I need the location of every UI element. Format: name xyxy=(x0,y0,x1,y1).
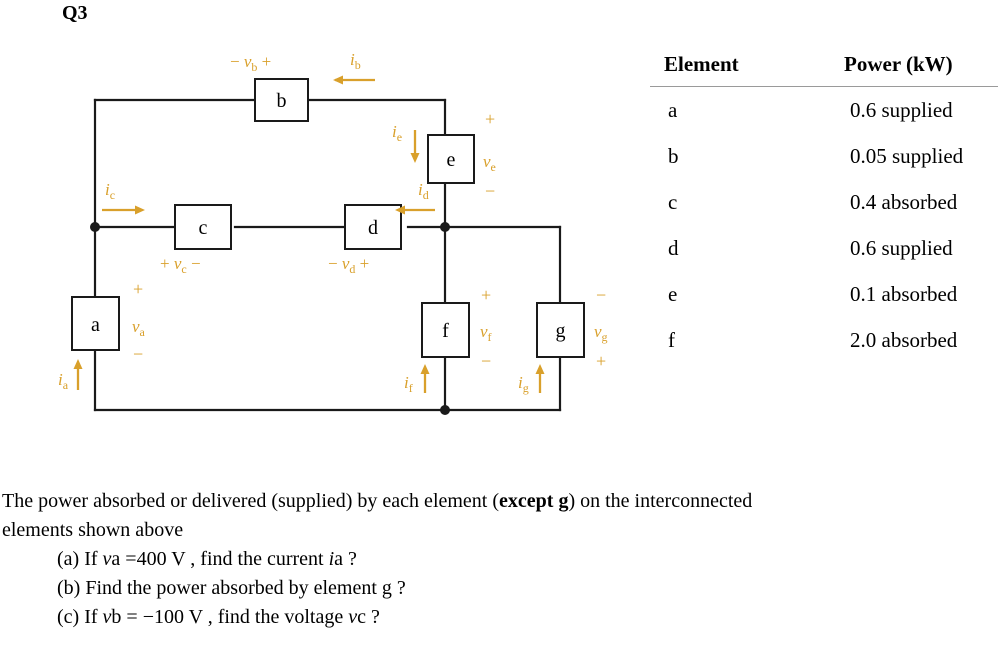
question-b: (b) Find the power absorbed by element g ? xyxy=(57,577,406,599)
annotation-ib: $i_b$ xyxy=(350,50,361,72)
question-text xyxy=(2,487,1002,632)
annotation-vc: + $v_c$ − xyxy=(160,254,201,276)
annotation-ve: $v_e$ xyxy=(483,152,496,174)
cell-power: 0.1 absorbed xyxy=(850,281,958,306)
table-row xyxy=(650,179,998,225)
cell-power: 0.6 supplied xyxy=(850,97,953,122)
annotation-vd: − $v_d$ + xyxy=(328,254,370,276)
intro-text-bold: except g xyxy=(499,490,569,512)
annotation-id: $i_d$ xyxy=(418,180,429,202)
cell-element: f xyxy=(668,327,675,352)
intro-text-1: The power absorbed or delivered (supplied) by each element ( xyxy=(2,490,500,512)
table-header-row xyxy=(650,52,998,87)
question-a xyxy=(2,545,1002,574)
column-header-power: Power (kW) xyxy=(844,52,953,76)
cell-element: c xyxy=(668,189,678,214)
cell-power: 0.6 supplied xyxy=(850,235,953,260)
question-a-part3: a ? xyxy=(334,548,357,570)
element-label-f: f xyxy=(442,320,449,342)
node-left xyxy=(90,222,100,232)
annotation-vf-plus: + xyxy=(481,285,492,305)
annotation-ia: $i_a$ xyxy=(58,370,69,392)
annotation-if: $i_f$ xyxy=(404,373,413,395)
table-row xyxy=(650,271,998,317)
cell-element: a xyxy=(668,97,678,122)
element-label-e: e xyxy=(446,149,456,171)
annotation-vb: − $v_b$ + xyxy=(230,52,272,74)
column-header-element: Element xyxy=(664,52,739,76)
annotation-ie: $i_e$ xyxy=(392,122,403,144)
annotation-ig: $i_g$ xyxy=(518,373,529,395)
annotation-ve-minus: − xyxy=(485,181,496,201)
annotation-vf-minus: − xyxy=(481,351,492,371)
table-row xyxy=(650,317,998,363)
question-a-part2: a =400 V , find the current xyxy=(111,548,329,570)
element-label-a: a xyxy=(91,314,100,336)
annotation-vg: $v_g$ xyxy=(594,322,608,344)
question-c-v: v xyxy=(102,606,112,628)
cell-power: 0.05 supplied xyxy=(850,143,964,168)
annotation-vg-minus: − xyxy=(596,285,607,305)
question-c-v2: v xyxy=(348,606,358,628)
table-row xyxy=(650,133,998,179)
table-row xyxy=(650,87,998,134)
question-c-part2: b = −100 V , find the voltage xyxy=(111,606,349,628)
intro-paragraph-line2: elements shown above xyxy=(2,519,184,541)
question-a-part1: (a) If xyxy=(57,548,103,570)
annotation-ic: $i_c$ xyxy=(105,180,116,202)
table-row xyxy=(650,225,998,271)
annotation-vg-plus: + xyxy=(596,351,607,371)
power-table xyxy=(650,52,998,363)
cell-power: 2.0 absorbed xyxy=(850,327,958,352)
element-label-d: d xyxy=(368,217,378,239)
cell-element: d xyxy=(668,235,679,260)
intro-text-2: ) on the interconnected xyxy=(568,490,753,512)
annotation-va-plus: + xyxy=(133,279,144,299)
annotation-va-minus: − xyxy=(133,344,144,364)
element-label-b: b xyxy=(276,90,287,112)
node-right-top xyxy=(440,222,450,232)
cell-element: b xyxy=(668,143,679,168)
cell-power: 0.4 absorbed xyxy=(850,189,958,214)
annotation-vf: $v_f$ xyxy=(480,322,492,344)
intro-paragraph xyxy=(2,487,1002,516)
question-c xyxy=(2,603,1002,632)
question-a-i: i xyxy=(328,548,335,570)
element-label-c: c xyxy=(198,217,208,239)
element-label-g: g xyxy=(555,320,566,342)
cell-element: e xyxy=(668,281,678,306)
question-label: Q3 xyxy=(62,2,88,24)
question-a-v: v xyxy=(102,548,112,570)
node-bottom xyxy=(440,405,450,415)
question-c-part1: (c) If xyxy=(57,606,103,628)
annotation-ve-plus: + xyxy=(485,109,496,129)
circuit-diagram xyxy=(40,45,640,425)
question-c-part3: c ? xyxy=(357,606,380,628)
annotation-va: $v_a$ xyxy=(132,317,145,339)
